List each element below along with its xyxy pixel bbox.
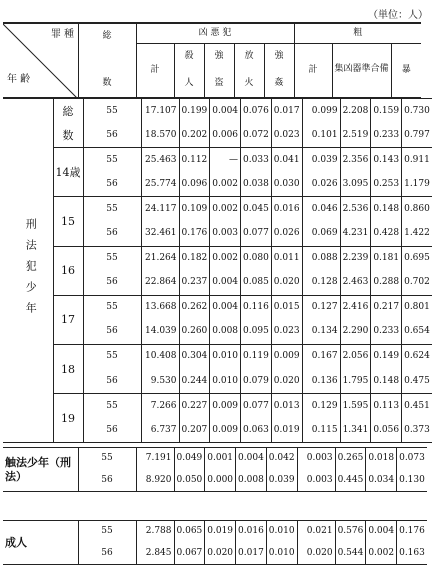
- value-cell: 0.860: [402, 197, 432, 222]
- value-cell: 0.003: [297, 470, 335, 492]
- value-cell: 0.088: [302, 246, 340, 271]
- value-cell: 0.016: [236, 521, 267, 543]
- section-1: [3, 447, 427, 492]
- value-cell: 0.149: [371, 344, 402, 369]
- value-cell: 0.008: [236, 470, 267, 492]
- value-cell: 0.163: [397, 543, 427, 565]
- value-cell: 2.463: [340, 271, 371, 296]
- value-cell: 0.112: [179, 148, 210, 173]
- value-cell: 0.056: [371, 418, 402, 443]
- value-cell: 0.008: [210, 320, 241, 345]
- value-cell: 0.143: [371, 148, 402, 173]
- year-cell: 55: [83, 344, 141, 369]
- value-cell: 0.262: [179, 295, 210, 320]
- table-row: [3, 295, 432, 320]
- value-cell: 0.199: [179, 99, 210, 124]
- value-cell: 0.002: [210, 246, 241, 271]
- value-cell: 0.045: [241, 197, 272, 222]
- value-cell: 0.253: [371, 172, 402, 197]
- value-cell: 0.020: [271, 271, 302, 296]
- value-cell: 0.373: [402, 418, 432, 443]
- value-cell: 0.026: [271, 221, 302, 246]
- value-cell: 0.176: [397, 521, 427, 543]
- value-cell: 0.017: [271, 99, 302, 124]
- value-cell: 0.076: [241, 99, 272, 124]
- value-cell: 0.023: [271, 123, 302, 148]
- value-cell: 2.788: [136, 521, 174, 543]
- value-cell: 0.159: [371, 99, 402, 124]
- year-cell: 55: [78, 521, 136, 543]
- col-rape-bottom: 姦: [264, 70, 294, 97]
- value-cell: 0.130: [397, 470, 427, 492]
- value-cell: 0.002: [210, 172, 241, 197]
- year-cell: 55: [83, 394, 141, 419]
- value-cell: 0.026: [302, 172, 340, 197]
- value-cell: 0.072: [241, 123, 272, 148]
- year-cell: 56: [78, 543, 136, 565]
- value-cell: 22.864: [141, 271, 179, 296]
- value-cell: 0.018: [366, 448, 397, 470]
- year-cell: 55: [83, 246, 141, 271]
- section-label-text: 刑法犯少年: [24, 218, 38, 324]
- value-cell: 0.073: [397, 448, 427, 470]
- value-cell: 0.079: [241, 369, 272, 394]
- value-cell: 7.191: [136, 448, 174, 470]
- value-cell: 0.041: [271, 148, 302, 173]
- value-cell: 13.668: [141, 295, 179, 320]
- value-cell: 0.101: [302, 123, 340, 148]
- age-cell: 数: [53, 123, 83, 148]
- age-cell: 17: [53, 295, 83, 344]
- value-cell: 32.461: [141, 221, 179, 246]
- value-cell: 0.237: [179, 271, 210, 296]
- value-cell: 1.422: [402, 221, 432, 246]
- col-murder-top: 殺: [174, 43, 204, 70]
- value-cell: 0.136: [302, 369, 340, 394]
- value-cell: 0.233: [371, 320, 402, 345]
- value-cell: 0.004: [366, 521, 397, 543]
- unit-note: （単位：人）: [368, 10, 428, 21]
- value-cell: 0.624: [402, 344, 432, 369]
- value-cell: 21.264: [141, 246, 179, 271]
- value-cell: 0.020: [271, 369, 302, 394]
- table-row: [3, 197, 432, 222]
- year-cell: 56: [83, 172, 141, 197]
- value-cell: 0.217: [371, 295, 402, 320]
- value-cell: 14.039: [141, 320, 179, 345]
- value-cell: 0.576: [335, 521, 366, 543]
- table-row: [3, 99, 432, 124]
- col-violent-total: 計: [136, 43, 174, 97]
- year-cell: 56: [83, 369, 141, 394]
- value-cell: 0.002: [366, 543, 397, 565]
- value-cell: 0.017: [236, 543, 267, 565]
- value-cell: 0.080: [241, 246, 272, 271]
- value-cell: 0.042: [266, 448, 297, 470]
- value-cell: 0.050: [174, 470, 205, 492]
- value-cell: 0.013: [271, 394, 302, 419]
- value-cell: 0.148: [371, 369, 402, 394]
- year-cell: 56: [83, 221, 141, 246]
- value-cell: 0.182: [179, 246, 210, 271]
- value-cell: 9.530: [141, 369, 179, 394]
- value-cell: 0.095: [241, 320, 272, 345]
- value-cell: 0.227: [179, 394, 210, 419]
- value-cell: 0.016: [271, 197, 302, 222]
- value-cell: 0.099: [302, 99, 340, 124]
- value-cell: 0.034: [366, 470, 397, 492]
- year-cell: 55: [83, 295, 141, 320]
- value-cell: 0.001: [205, 448, 236, 470]
- year-cell: 56: [83, 123, 141, 148]
- col-rape-top: 強: [264, 43, 294, 70]
- value-cell: 2.416: [340, 295, 371, 320]
- value-cell: 0.265: [335, 448, 366, 470]
- value-cell: 2.519: [340, 123, 371, 148]
- value-cell: 0.109: [179, 197, 210, 222]
- value-cell: 1.595: [340, 394, 371, 419]
- value-cell: 24.117: [141, 197, 179, 222]
- value-cell: 25.774: [141, 172, 179, 197]
- value-cell: 0.119: [241, 344, 272, 369]
- year-cell: 56: [83, 320, 141, 345]
- value-cell: 0.009: [210, 394, 241, 419]
- age-cell: 15: [53, 197, 83, 246]
- value-cell: 0.445: [335, 470, 366, 492]
- table-row: [3, 123, 432, 148]
- table-row: [3, 448, 427, 470]
- value-cell: 2.356: [340, 148, 371, 173]
- value-cell: 7.266: [141, 394, 179, 419]
- value-cell: 0.009: [210, 418, 241, 443]
- value-cell: 0.176: [179, 221, 210, 246]
- value-cell: 0.019: [205, 521, 236, 543]
- value-cell: 2.845: [136, 543, 174, 565]
- value-cell: 0.113: [371, 394, 402, 419]
- value-cell: 0.428: [371, 221, 402, 246]
- corner-header: [3, 23, 78, 97]
- col-arson-top: 放: [234, 43, 264, 70]
- crime-type-label: 罪 種: [50, 29, 74, 40]
- value-cell: 8.920: [136, 470, 174, 492]
- value-cell: 2.239: [340, 246, 371, 271]
- value-cell: —: [210, 148, 241, 173]
- violent-group-header: 凶 悪 犯: [136, 23, 294, 43]
- value-cell: 0.181: [371, 246, 402, 271]
- value-cell: 0.063: [241, 418, 272, 443]
- total-header: 総 数: [78, 23, 136, 97]
- value-cell: 0.288: [371, 271, 402, 296]
- value-cell: 0.077: [241, 394, 272, 419]
- col-weapon-assembly: 集凶器準合備: [332, 43, 391, 97]
- value-cell: 0.046: [302, 197, 340, 222]
- value-cell: 17.107: [141, 99, 179, 124]
- value-cell: 0.730: [402, 99, 432, 124]
- value-cell: 0.148: [371, 197, 402, 222]
- value-cell: 3.095: [340, 172, 371, 197]
- value-cell: 0.695: [402, 246, 432, 271]
- value-cell: 0.003: [210, 221, 241, 246]
- year-cell: 55: [83, 197, 141, 222]
- col-robbery-top: 強: [204, 43, 234, 70]
- value-cell: 0.067: [174, 543, 205, 565]
- value-cell: 0.020: [205, 543, 236, 565]
- value-cell: 6.737: [141, 418, 179, 443]
- value-cell: 0.000: [205, 470, 236, 492]
- value-cell: 0.115: [302, 418, 340, 443]
- rough-group-header: 粗: [294, 23, 421, 43]
- value-cell: 0.069: [302, 221, 340, 246]
- value-cell: 1.179: [402, 172, 432, 197]
- value-cell: 2.208: [340, 99, 371, 124]
- value-cell: 0.167: [302, 344, 340, 369]
- value-cell: 25.463: [141, 148, 179, 173]
- value-cell: 0.244: [179, 369, 210, 394]
- value-cell: 0.065: [174, 521, 205, 543]
- value-cell: 1.795: [340, 369, 371, 394]
- value-cell: 0.654: [402, 320, 432, 345]
- value-cell: 0.004: [210, 271, 241, 296]
- value-cell: 0.096: [179, 172, 210, 197]
- value-cell: 0.116: [241, 295, 272, 320]
- age-cell: 14歳: [53, 148, 83, 197]
- value-cell: 0.030: [271, 172, 302, 197]
- table-row: [3, 521, 427, 543]
- value-cell: 0.544: [335, 543, 366, 565]
- value-cell: 0.038: [241, 172, 272, 197]
- age-cell: 16: [53, 246, 83, 295]
- statistics-table: [3, 22, 421, 98]
- value-cell: 0.010: [210, 369, 241, 394]
- value-cell: 0.127: [302, 295, 340, 320]
- value-cell: 0.021: [297, 521, 335, 543]
- value-cell: 0.010: [210, 344, 241, 369]
- value-cell: 0.023: [271, 320, 302, 345]
- value-cell: 0.049: [174, 448, 205, 470]
- value-cell: 10.408: [141, 344, 179, 369]
- value-cell: 2.536: [340, 197, 371, 222]
- year-cell: 55: [83, 99, 141, 124]
- age-cell: 総: [53, 99, 83, 124]
- table-row: [3, 246, 432, 271]
- value-cell: 0.006: [210, 123, 241, 148]
- value-cell: 0.475: [402, 369, 432, 394]
- value-cell: 0.207: [179, 418, 210, 443]
- age-label: 年 齢: [7, 74, 31, 85]
- col-robbery-bottom: 盗: [204, 70, 234, 97]
- section-0: [3, 98, 432, 443]
- value-cell: 0.134: [302, 320, 340, 345]
- value-cell: 0.039: [302, 148, 340, 173]
- value-cell: 4.231: [340, 221, 371, 246]
- value-cell: 1.341: [340, 418, 371, 443]
- col-arson-bottom: 火: [234, 70, 264, 97]
- value-cell: 0.011: [271, 246, 302, 271]
- value-cell: 0.260: [179, 320, 210, 345]
- value-cell: 0.003: [297, 448, 335, 470]
- col-murder-bottom: 人: [174, 70, 204, 97]
- table-row: [3, 344, 432, 369]
- value-cell: 0.128: [302, 271, 340, 296]
- section-label: 触法少年（刑法）: [5, 456, 71, 483]
- value-cell: 0.797: [402, 123, 432, 148]
- value-cell: 0.039: [266, 470, 297, 492]
- value-cell: 0.004: [210, 99, 241, 124]
- value-cell: 0.085: [241, 271, 272, 296]
- value-cell: 0.015: [271, 295, 302, 320]
- value-cell: 0.010: [266, 543, 297, 565]
- section-2: [3, 520, 427, 565]
- value-cell: 2.290: [340, 320, 371, 345]
- table-row: [3, 148, 432, 173]
- value-cell: 0.004: [210, 295, 241, 320]
- value-cell: 0.129: [302, 394, 340, 419]
- year-cell: 55: [83, 148, 141, 173]
- col-rough-total: 計: [294, 43, 332, 97]
- year-cell: 56: [83, 418, 141, 443]
- value-cell: 0.004: [236, 448, 267, 470]
- section-label: [3, 99, 53, 443]
- table-row: [3, 394, 432, 419]
- value-cell: 18.570: [141, 123, 179, 148]
- value-cell: 0.010: [266, 521, 297, 543]
- value-cell: 0.033: [241, 148, 272, 173]
- value-cell: 0.009: [271, 344, 302, 369]
- value-cell: 0.702: [402, 271, 432, 296]
- col-violence: 暴: [391, 43, 421, 97]
- value-cell: 0.202: [179, 123, 210, 148]
- age-cell: 19: [53, 394, 83, 443]
- value-cell: 0.019: [271, 418, 302, 443]
- value-cell: 0.002: [210, 197, 241, 222]
- value-cell: 0.020: [297, 543, 335, 565]
- year-cell: 56: [83, 271, 141, 296]
- value-cell: 0.911: [402, 148, 432, 173]
- year-cell: 55: [78, 448, 136, 470]
- year-cell: 56: [78, 470, 136, 492]
- value-cell: 0.233: [371, 123, 402, 148]
- value-cell: 0.304: [179, 344, 210, 369]
- value-cell: 0.451: [402, 394, 432, 419]
- age-cell: 18: [53, 344, 83, 393]
- value-cell: 0.077: [241, 221, 272, 246]
- value-cell: 0.801: [402, 295, 432, 320]
- value-cell: 2.056: [340, 344, 371, 369]
- section-label: 成人: [5, 535, 27, 549]
